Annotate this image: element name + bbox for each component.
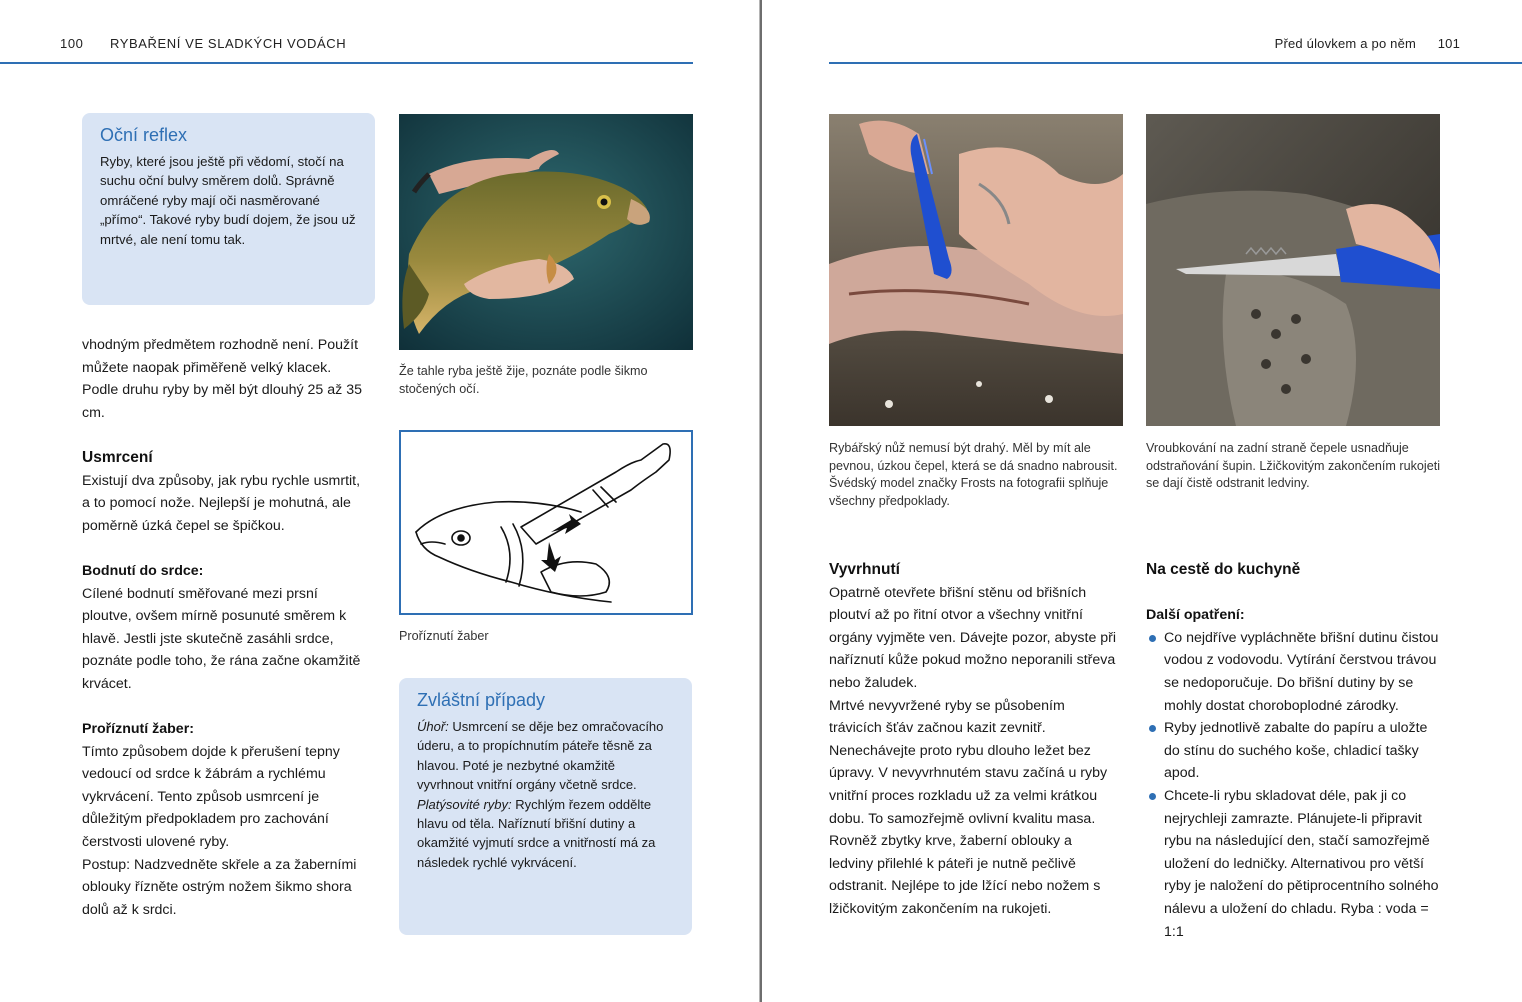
- gill-cut-drawing: [401, 432, 691, 613]
- knife-scaling-photo: [1146, 114, 1440, 426]
- knife-scaling-image: [1146, 114, 1440, 426]
- illustration-caption: Proříznutí žaber: [399, 629, 489, 643]
- heading-usmrceni: Usmrcení: [82, 448, 153, 466]
- platyso-label: Platýsovité ryby:: [417, 796, 512, 812]
- vyvrhnuti-paragraph-1: Opatrně otevřete břišní stěnu od břišních ploutví až po řitní otvor a všechny vnitřní orgány vyjměte ven. Dávejte pozor, abyste při naříznutí kůže pokud možno neporanili střeva nebo žaludek.: [829, 584, 1117, 691]
- info-box-ocni-reflex: [82, 113, 375, 305]
- vyvrhnuti-paragraph-2: Mrtvé nevyvržené ryby se působením trávicích šťáv začnou kazit zevnitř. Nenechávejte proto rybu dlouho ležet bez úpravy. V nevyvrhnutém stavu začíná u ryby vnitřní proces rozkladu už za velmi krátkou dobu. To samozřejmě ovlivní kvalitu masa. Rovněž zbytky krve, žaberní oblouky a ledviny přilehlé k páteři je nutně pečlivě odstranit. Nejlépe to jde lžící nebo nožem s lžičkovitým zakončením na rukojeti.: [829, 697, 1108, 917]
- opatreni-list: [1146, 627, 1442, 943]
- intro-paragraph: vhodným předmětem rozhodně není. Použít můžete naopak přiměřeně velký klacek. Podle druhu ryby by měl být dlouhý 25 až 35 cm.: [82, 337, 362, 421]
- left-column-text: [82, 334, 367, 921]
- right-running-head: [1275, 36, 1460, 51]
- heading-bodnuti: Bodnutí do srdce:: [82, 562, 204, 579]
- box-text-zvlastni-pripady: [417, 717, 674, 872]
- proriznuti-paragraph: Tímto způsobem dojde k přerušení tepny vedoucí od srdce k žábrám a rychlému vykrvácení. Tento způsob usmrcení je důležitým předpokladem pro zachování čerstvosti ulovené ryby.: [82, 743, 340, 851]
- box-title-ocni-reflex: Oční reflex: [100, 125, 188, 145]
- left-page: [0, 0, 760, 1002]
- carp-photo: [399, 114, 693, 350]
- carp-in-hand-image: [399, 114, 693, 350]
- list-item: Chcete-li rybu skladovat déle, pak ji co nejrychleji zamrazte. Plánujete-li připravit rybu na následující den, stačí samozřejmě uložení do ledničky. Alternativou pro větší ryby je naložení do pětiprocentního solného nálevu a uložení do chladu. Ryba : voda = 1:1: [1146, 785, 1442, 943]
- left-running-title: RYBAŘENÍ VE SLADKÝCH VODÁCH: [109, 36, 347, 51]
- gill-cut-illustration: [399, 430, 693, 615]
- header-rule-right: [829, 62, 1522, 64]
- uhor-text: Usmrcení se děje bez omračovacího úderu, a to propíchnutím páteře těsně za hlavou. Poté je nezbytné okamžitě vyvrhnout vnitřní orgány včetně srdce.: [417, 719, 664, 793]
- heading-vyvrhnuti: Vyvrhnutí: [829, 561, 900, 578]
- list-item: Co nejdříve vypláchněte břišní dutinu čistou vodou z vodovodu. Vytírání čerstvou trávou se nedoporučuje. Do břišní dutiny by se mohly dostat choroboplodné zárodky.: [1146, 627, 1442, 717]
- bodnuti-paragraph: Cílené bodnutí směřované mezi prsní ploutve, ovšem mírně posunuté směrem k hlavě. Jestli jste skutečně zasáhli srdce, poznáte podle toho, že rána začne okamžitě krvácet.: [82, 585, 361, 692]
- header-rule-left: [0, 62, 693, 64]
- right-page: [762, 0, 1522, 1002]
- heading-opatreni: Další opatření:: [1146, 607, 1245, 624]
- info-box-zvlastni-pripady: [399, 678, 692, 935]
- knife-gutting-photo: [829, 114, 1123, 426]
- page-number-right: 101: [1437, 36, 1460, 51]
- list-item: Ryby jednotlivě zabalte do papíru a uložte do stínu do suchého koše, chladicí tašky apod.: [1146, 717, 1442, 785]
- vyvrhnuti-column: [829, 559, 1119, 921]
- box-text-ocni-reflex: Ryby, které jsou ještě při vědomí, stočí na suchu oční bulvy směrem dolů. Správně omráčené ryby mají oči nasměrované „přímo“. Takové ryby budí dojem, že jsou už mrtvé, ale není tomu tak.: [100, 154, 356, 247]
- right-running-title: Před úlovkem a po něm: [1274, 36, 1417, 51]
- kuchyne-column: [1146, 559, 1442, 943]
- carp-photo-caption: Že tahle ryba ještě žije, poznáte podle šikmo stočených očí.: [399, 364, 648, 396]
- platyso-text: Rychlým řezem oddělte hlavu od těla. Naříznutí břišní dutiny a okamžité vyjmutí srdce a vnitřností má za následek rychlé vykrvácení.: [417, 796, 656, 870]
- page-number-left: 100: [60, 36, 84, 51]
- box-title-zvlastni-pripady: Zvláštní případy: [417, 690, 546, 710]
- heading-proriznuti: Proříznutí žaber:: [82, 721, 194, 738]
- postup-paragraph: Postup: Nadzvedněte skřele a za žaberními oblouky řízněte ostrým nožem šikmo shora dolů až k srdci.: [82, 856, 357, 918]
- uhor-label: Úhoř:: [417, 719, 449, 734]
- left-running-head: [60, 36, 346, 51]
- usmrceni-paragraph: Existují dva způsoby, jak rybu rychle usmrtit, a to pomocí nože. Nejlepší je mohutná, ale poměrně úzká čepel se špičkou.: [82, 472, 361, 534]
- knife-gutting-image: [829, 114, 1123, 426]
- knife-photo-caption-right: Vroubkování na zadní straně čepele usnadňuje odstraňování šupin. Lžičkovitým zakončením rukojeti se dají čistě odstranit ledviny.: [1146, 441, 1440, 491]
- knife-photo-caption-left: Rybářský nůž nemusí být drahý. Měl by mít ale pevnou, úzkou čepel, která se dá snadno nabrousit. Švédský model značky Frosts na fotografii splňuje všechny předpoklady.: [829, 441, 1118, 508]
- heading-kuchyne: Na cestě do kuchyně: [1146, 561, 1301, 578]
